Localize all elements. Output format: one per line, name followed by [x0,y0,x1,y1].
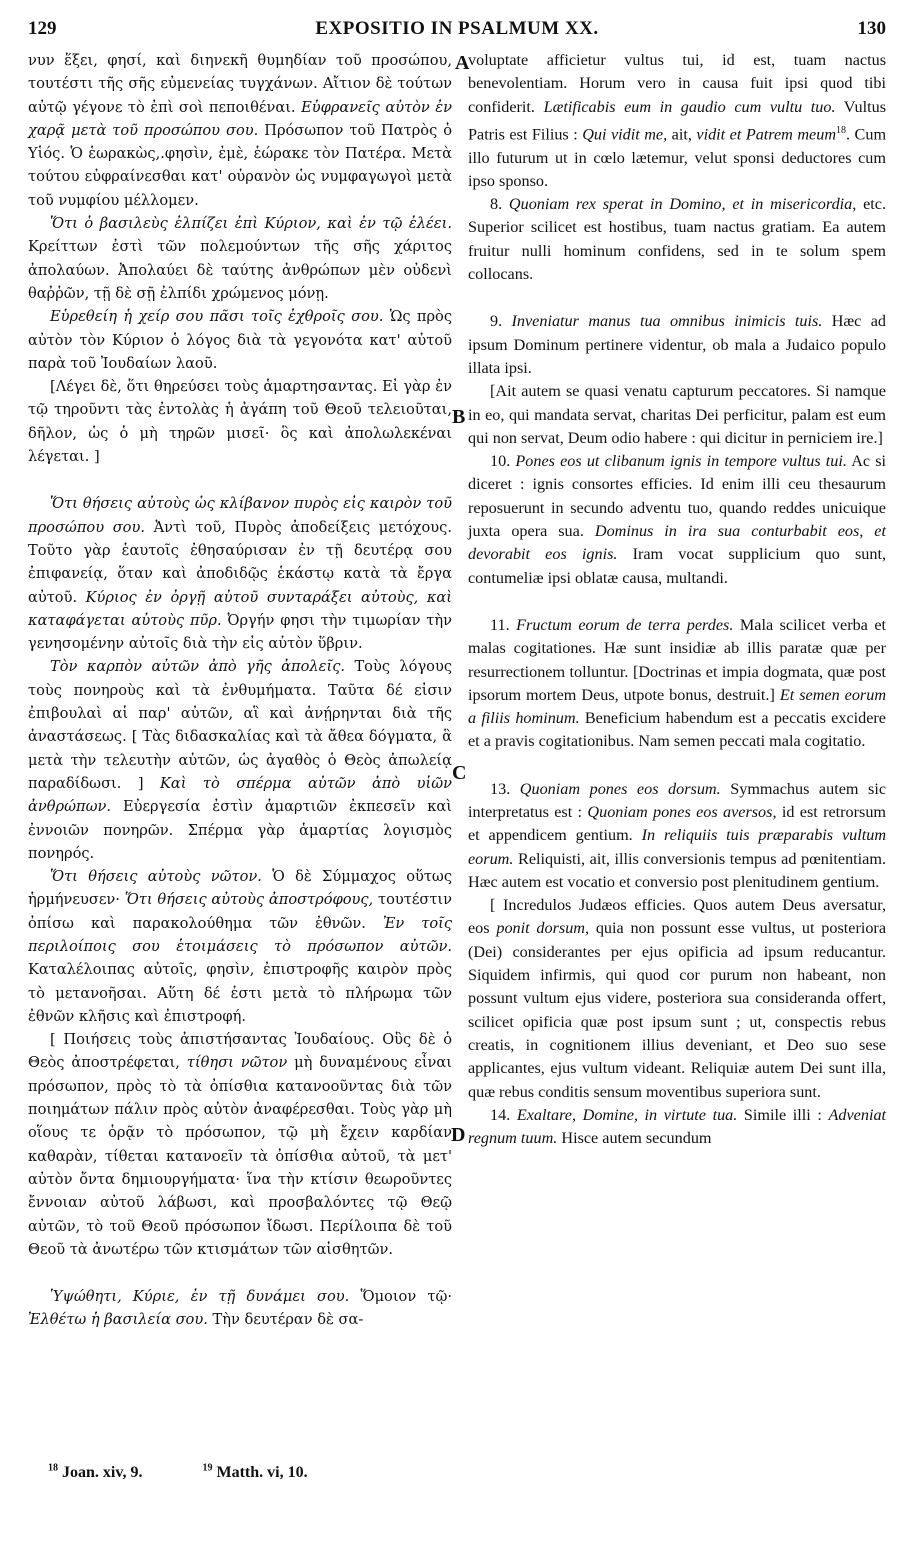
latin-paragraph: 11. Fructum eorum de terra perdes. Mala scilicet verba et malas cogitationes. Hæ sunt insidiæ ab illis paratæ quæ per resurrectionem tolluntur. [Doctrinas et impia dogmata, quæ post ipsorum mortem Deus, utpote bonus, destruit.] Et semen eorum a filiis hominum. Beneficium habendum est a peccatis excidere et a pravis cogitationibus. Nam semen peccati mala cogitatio. [468,615,887,751]
greek-paragraph: Τὸν καρπὸν αὐτῶν ἀπὸ γῆς ἀπολεῖς. Τοὺς λόγους τοὺς πονηροὺς καὶ τὰ ἐνθυμήματα. Ταῦτα δέ εἰσιν ἐπιβουλαὶ αἱ παρ' αὐτῶν, αἳ καὶ ἀνῄρηνται διὰ τῆς ἀναστάσεως. [ Τὰς διδασκαλίας καὶ τὰ ἄθεα δόγματα, ἃ μετὰ τὴν τελευτὴν αὐτῶν, ὡς ἀγαθὸς ὁ Θεὸς ἀπωλείᾳ παραδίδωσι. ] Καὶ τὸ σπέρμα αὐτῶν ἀπὸ υἱῶν ἀνθρώπων. Εὐεργεσία ἐστὶν ἁμαρτιῶν ἐκπεσεῖν καὶ ἐννοιῶν πονηρῶν. Σπέρμα γὰρ ἁμαρτίας λογισμὸς πονηρός. [28,658,453,862]
greek-paragraph: νυν ἕξει, φησί, καὶ διηνεκῆ θυμηδίαν τοῦ προσώπου, τουτέστι τῆς σῆς εὐμενείας τυγχάνων. Αἴτιον δὲ τούτων αὐτῷ γέγονε τὸ ἐπὶ σοὶ πεποιθέναι. Εὐφρανεῖς αὐτὸν ἐν χαρᾷ μετὰ τοῦ προσώπου σου. Πρόσωπον τοῦ Πατρὸς ὁ Υἱός. Ὁ ἑωρακὼς,.φησὶν, ἐμὲ, ἑώρακε τὸν Πατέρα. Μετὰ τούτου εὐφραίνεσθαι κατ' οὐρανὸν ὡς νυμφαγωγοὶ μετὰ τοῦ νυμφίου μέλλομεν. [28,52,453,209]
latin-paragraph: 10. Pones eos ut clibanum ignis in tempore vultus tui. Ac si diceret : ignis consortes efficies. Id enim illi ceu thesaurum reposuerunt in secundo adventu tuo, quando reddes unicuique juxta opera sua. Dominus in ira sua conturbabit eos, et devorabit eos ignis. Iram vocat supplicium quo sunt, contumeliæ ipsi oblatæ causa, multandi. [468,452,887,587]
running-title: EXPOSITIO IN PSALMUM XX. [315,18,599,39]
greek-column [28,49,452,1332]
running-header [28,18,886,44]
footnotes [48,1463,448,1482]
greek-paragraph: Εὑρεθείη ἡ χείρ σου πᾶσι τοῖς ἐχθροῖς σου. Ὡς πρὸς αὐτὸν τὸν Κύριον ὁ λόγος διὰ τὰ γεγονότα κατ' αὐτοῦ παρὰ τοῦ Ἰουδαίων λαοῦ. [28,308,452,372]
latin-paragraph: voluptate afficietur vultus tui, id est, tuam nactus benevolentiam. Horum vero in causa fuit ipsi quod tibi confiderit. Lætificabis eum in gaudio cum vultu tuo. Vultus Patris est Filius : Qui vidit me, ait, vidit et Patrem meum$^{18}$. Cum illo futurum ut in cœlo lætemur, velut sponsi deductores cum ipso sponso. [468,51,887,190]
margin-marker-b: B [452,406,466,428]
margin-marker-c: C [452,762,467,784]
latin-paragraph: 9. Inveniatur manus tua omnibus inimicis tuis. Hæc ad ipsum Dominum pertinere videntur, ob mala a Judaico populo illata ipsi. [468,312,887,377]
greek-paragraph: [Λέγει δὲ, ὅτι θηρεύσει τοὺς ἁμαρτησαντας. Εἰ γὰρ ἐν τῷ τηροῦντι τὰς ἐντολὰς ἡ ἀγάπη τοῦ Θεοῦ τελειοῦται, δῆλον, ὡς ὁ μὴ τηρῶν μισεῖ· ὃς καὶ ἀπολωλεκέναι λέγεται. ] [28,378,452,466]
latin-paragraph: 13. Quoniam pones eos dorsum. Symmachus autem sic interpretatus est : Quoniam pones eos aversos, id est retrorsum et appendicem gentium. In reliquiis tuis præparabis vultum eorum. Reliquisti, ait, illis conversionis tempus ad pœnitentiam. Hæc autem est vocatio et conversio post plenitudinem gentium. [468,779,887,891]
latin-paragraph: 8. Quoniam rex sperat in Domino, et in misericordia, etc. Superior scilicet est hostibus, tuam nactus gratiam. Ea autem fruitur nulli hominum confidens, sed in te solum spem collocans. [468,195,886,284]
footnote: $^{18}$ Joan. xiv, 9. [48,1463,143,1482]
latin-column [468,49,886,1150]
greek-paragraph: Ὑψώθητι, Κύριε, ἐν τῇ δυνάμει σου. Ὅμοιον τῷ· Ἐλθέτω ἡ βασιλεία σου. Τὴν δευτέραν δὲ σα- [28,1288,452,1329]
greek-paragraph: Ὅτι θήσεις αὐτοὺς ὡς κλίβανον πυρὸς εἰς καιρὸν τοῦ προσώπου σου. Ἀντὶ τοῦ, Πυρὸς ἀποδείξεις μετόχους. Τοῦτο γὰρ ἑαυτοῖς ἐθησαύρισαν ἐν τῇ δευτέρᾳ σου ἐπιφανείᾳ, ὅταν καὶ ἀποδιδῷς ἑκάστῳ κατὰ τὰ ἔργα αὐτοῦ. Κύριος ἐν ὀργῇ αὐτοῦ συνταράξει αὐτοὺς, καὶ καταφάγεται αὐτοὺς πῦρ. Ὀργήν φησι τὴν τιμωρίαν τὴν γενησομένην αὐτοῖς διὰ τὴν εἰς αὐτὸν ὕβριν. [28,495,452,653]
latin-paragraph: 14. Exaltare, Domine, in virtute tua. Simile illi : Adveniat regnum tuum. Hisce autem secundum [468,1105,887,1148]
page-number-right: 130 [857,18,886,39]
greek-paragraph: Ὅτι ὁ βασιλεὺς ἐλπίζει ἐπὶ Κύριον, καὶ ἐν τῷ ἐλέει. Κρείττων ἐστὶ τῶν πολεμούντων τῆς σῆς χάριτος ἀπολαύων. Ἀπολαύει δὲ ταύτης ἀνθρώπων μὲν οὐδενὶ θαῤῥῶν, τῇ δὲ σῇ ἐλπίδι χρώμενος μόνῃ. [28,215,452,302]
latin-paragraph: [Ait autem se quasi venatu capturum peccatores. Si namque in eo, qui mandata servat, charitas Dei perficitur, palam est eum qui non servat, Deum odio habere : qui dicitur in perniciem ire.] [468,382,886,447]
footnote: $^{19}$ Matth. vi, 10. [202,1463,308,1482]
margin-marker-d: D [451,1124,466,1146]
page-number-left: 129 [28,18,57,39]
greek-paragraph: [ Ποιήσεις τοὺς ἀπιστήσαντας Ἰουδαίους. Οὓς δὲ ὁ Θεὸς ἀποστρέφεται, τίθησι νῶτον μὴ δυναμένους εἶναι πρόσωπον, πρὸς τὸ τὰ ὀπίσθια κατανοοῦντας διὰ τῶν ποιημάτων πάλιν πρὸς αὐτὸν ἀναφέρεσθαι. Τοὺς γὰρ μὴ οἵους τε ὁρᾷν τὸ πρόσωπον, τῷ μὴ ἔχειν καρδίαν καθαρὰν, τίθεται κατανοεῖν τὰ ὀπίσθια αὐτοῦ, τὰ μετ' αὐτὸν ὄντα δημιουργήματα· ἵνα τὴν κτίσιν θεωροῦντες ἔννοιαν αὐτοῦ λάβωσι, καὶ προσβαλόντες τῷ Θεῷ αὐτῶν, τὸ τοῦ Θεοῦ πρόσωπον ἴδωσι. Περίλοιπα δὲ τοῦ Θεοῦ τὰ ἀνωτέρω τῶν κτισμάτων τῶν αἰσθητῶν. [28,1031,453,1258]
latin-paragraph: [ Incredulos Judæos efficies. Quos autem Deus aversatur, eos ponit dorsum, quia non possunt esse vultus, ut posteriora (Dei) considerantes per ejus opificia ad ipsum reducantur. Siquidem infirmis, qui quod cor purum non habeant, non possunt vultum ejus videre, posteriora sua consideranda offert, scilicet opificia quæ post ipsum sunt ; ut, conspectis rebus creatis, in cognitionem illius deveniant, et Deo suo sese applicantes, ejus vultum videant. Reliquiæ autem Dei sunt illa, quæ rebus conditis sensum moventibus superiora sunt. [468,896,886,1101]
margin-marker-a: A [455,52,470,74]
greek-paragraph: Ὅτι θήσεις αὐτοὺς νῶτον. Ὁ δὲ Σύμμαχος οὕτως ἡρμήνευσεν· Ὅτι θήσεις αὐτοὺς ἀποστρόφους, τουτέστιν ὀπίσω καὶ παρακολούθημα τῶν ἐθνῶν. Ἐν τοῖς περιλοίποις σου ἑτοιμάσεις τὸ πρόσωπον αὐτῶν. Καταλέλοιπας αὐτοῖς, φησὶν, ἐπιστροφῆς καιρὸν πρὸς τὸ μετανοῆσαι. Αὕτη δέ ἐστι μετὰ τὸ πλήρωμα τῶν ἐθνῶν κλῆσις καὶ ἐπιστροφή. [28,868,453,1025]
footnote-ref: 18 [836,124,847,136]
